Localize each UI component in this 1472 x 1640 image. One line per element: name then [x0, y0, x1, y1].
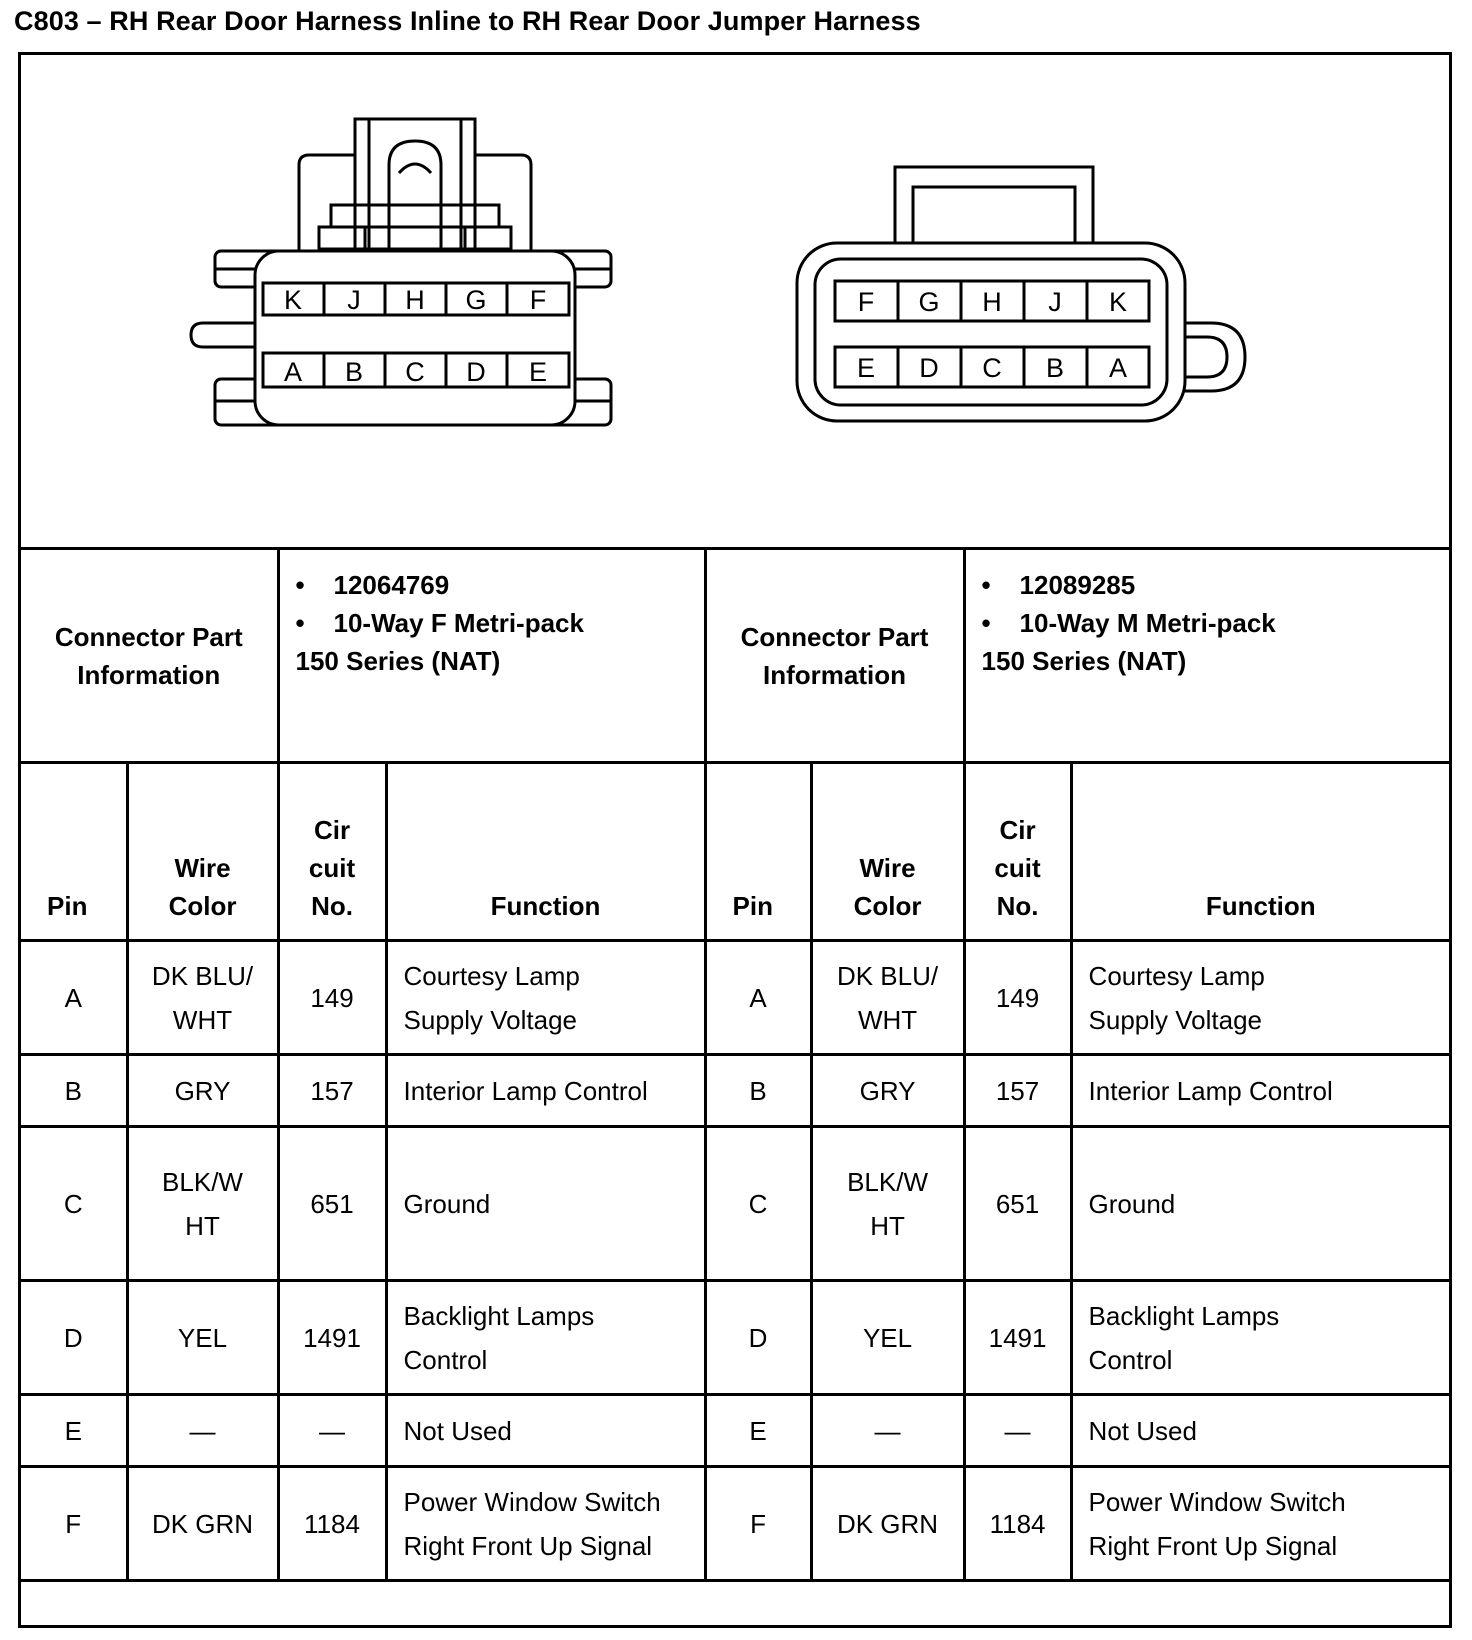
female-connector-outline	[191, 119, 611, 425]
pin-cell: D	[705, 1281, 811, 1395]
wire-color-cell: —	[811, 1395, 964, 1467]
table-row	[21, 1467, 1449, 1581]
connector-series: 150 Series (NAT)	[981, 646, 1187, 676]
circuit-header: Cir cuit No.	[278, 763, 386, 941]
male-pin-label: H	[982, 287, 1002, 317]
female-pin-label: J	[347, 285, 361, 315]
male-pin-label: C	[982, 353, 1002, 383]
female-pin-label: C	[405, 357, 425, 387]
wire-color-cell: DK GRN	[127, 1467, 278, 1581]
pin-cell: C	[21, 1127, 127, 1281]
circuit-cell: 149	[964, 941, 1071, 1055]
male-pin-label: B	[1045, 353, 1065, 383]
circuit-cell: 149	[278, 941, 386, 1055]
pin-cell: B	[21, 1055, 127, 1127]
part-number: 12064769	[333, 570, 450, 600]
male-pin-label: D	[919, 353, 939, 383]
wire-color-cell: YEL	[127, 1281, 278, 1395]
circuit-header: Cir cuit No.	[964, 763, 1071, 941]
connector-face-views	[21, 55, 1449, 547]
male-pin-label: G	[918, 287, 940, 317]
male-pin-label: K	[1108, 287, 1128, 317]
circuit-cell: 1184	[278, 1467, 386, 1581]
wire-color-cell: DK BLU/ WHT	[811, 941, 964, 1055]
circuit-cell: 1491	[278, 1281, 386, 1395]
pin-cell: A	[705, 941, 811, 1055]
function-header: Function	[386, 763, 705, 941]
wire-color-header: Wire Color	[127, 763, 278, 941]
wire-color-cell: DK GRN	[811, 1467, 964, 1581]
circuit-cell: 157	[964, 1055, 1071, 1127]
connector-info-row	[21, 549, 1449, 763]
wire-color-cell: GRY	[811, 1055, 964, 1127]
female-pin-label: G	[465, 285, 487, 315]
function-cell: Power Window Switch Right Front Up Signal	[386, 1467, 705, 1581]
female-pin-label: B	[344, 357, 364, 387]
function-header: Function	[1071, 763, 1449, 941]
pin-cell: E	[21, 1395, 127, 1467]
female-pin-label: A	[283, 357, 303, 387]
wire-color-cell: YEL	[811, 1281, 964, 1395]
circuit-cell: 1184	[964, 1467, 1071, 1581]
part-number: 12089285	[1019, 570, 1136, 600]
connector-type: 10-Way F Metri-pack	[333, 608, 584, 638]
connector-part-info-label: Connector Part Information	[21, 549, 278, 763]
circuit-cell: —	[278, 1395, 386, 1467]
circuit-cell: 157	[278, 1055, 386, 1127]
function-cell: Not Used	[1071, 1395, 1449, 1467]
function-cell: Interior Lamp Control	[386, 1055, 705, 1127]
circuit-cell: —	[964, 1395, 1071, 1467]
table-row	[21, 1281, 1449, 1395]
page-title: C803 – RH Rear Door Harness Inline to RH Rear Door Jumper Harness	[14, 6, 921, 36]
connector-pinout-table	[21, 547, 1449, 1582]
pin-cell: F	[21, 1467, 127, 1581]
table-row	[21, 941, 1449, 1055]
male-pin-label: E	[856, 353, 876, 383]
function-cell: Courtesy Lamp Supply Voltage	[1071, 941, 1449, 1055]
connector-part-info-label: Connector Part Information	[705, 549, 964, 763]
function-cell: Backlight Lamps Control	[386, 1281, 705, 1395]
circuit-cell: 651	[278, 1127, 386, 1281]
female-pin-label: H	[405, 285, 425, 315]
wire-color-cell: DK BLU/ WHT	[127, 941, 278, 1055]
wire-color-header: Wire Color	[811, 763, 964, 941]
function-cell: Ground	[386, 1127, 705, 1281]
circuit-cell: 1491	[964, 1281, 1071, 1395]
function-cell: Courtesy Lamp Supply Voltage	[386, 941, 705, 1055]
male-pin-label: A	[1108, 353, 1128, 383]
wire-color-cell: BLK/W HT	[127, 1127, 278, 1281]
function-cell: Not Used	[386, 1395, 705, 1467]
pin-cell: C	[705, 1127, 811, 1281]
pin-cell: F	[705, 1467, 811, 1581]
table-header-row	[21, 763, 1449, 941]
connector-part-info-value: • 12089285 • 10-Way M Metri-pack 150 Series (NAT)	[964, 549, 1449, 763]
female-pin-label: E	[528, 357, 548, 387]
pin-header: Pin	[21, 763, 127, 941]
male-pin-label: J	[1048, 287, 1062, 317]
function-cell: Backlight Lamps Control	[1071, 1281, 1449, 1395]
female-pin-label: F	[529, 285, 547, 315]
function-cell: Ground	[1071, 1127, 1449, 1281]
male-pin-label: F	[857, 287, 875, 317]
wire-color-cell: BLK/W HT	[811, 1127, 964, 1281]
female-pin-label: D	[466, 357, 486, 387]
circuit-cell: 651	[964, 1127, 1071, 1281]
connector-diagram-area	[21, 55, 1449, 547]
function-cell: Power Window Switch Right Front Up Signal	[1071, 1467, 1449, 1581]
connector-type: 10-Way M Metri-pack	[1019, 608, 1276, 638]
table-row	[21, 1127, 1449, 1281]
wire-color-cell: GRY	[127, 1055, 278, 1127]
table-row	[21, 1395, 1449, 1467]
connector-series: 150 Series (NAT)	[295, 646, 501, 676]
wire-color-cell: —	[127, 1395, 278, 1467]
connector-part-info-value: • 12064769 • 10-Way F Metri-pack 150 Series (NAT)	[278, 549, 705, 763]
pin-cell: D	[21, 1281, 127, 1395]
table-row	[21, 1055, 1449, 1127]
pin-cell: B	[705, 1055, 811, 1127]
female-pin-label: K	[283, 285, 303, 315]
pin-cell: E	[705, 1395, 811, 1467]
function-cell: Interior Lamp Control	[1071, 1055, 1449, 1127]
pin-header: Pin	[705, 763, 811, 941]
pin-cell: A	[21, 941, 127, 1055]
connector-frame	[18, 52, 1452, 1628]
